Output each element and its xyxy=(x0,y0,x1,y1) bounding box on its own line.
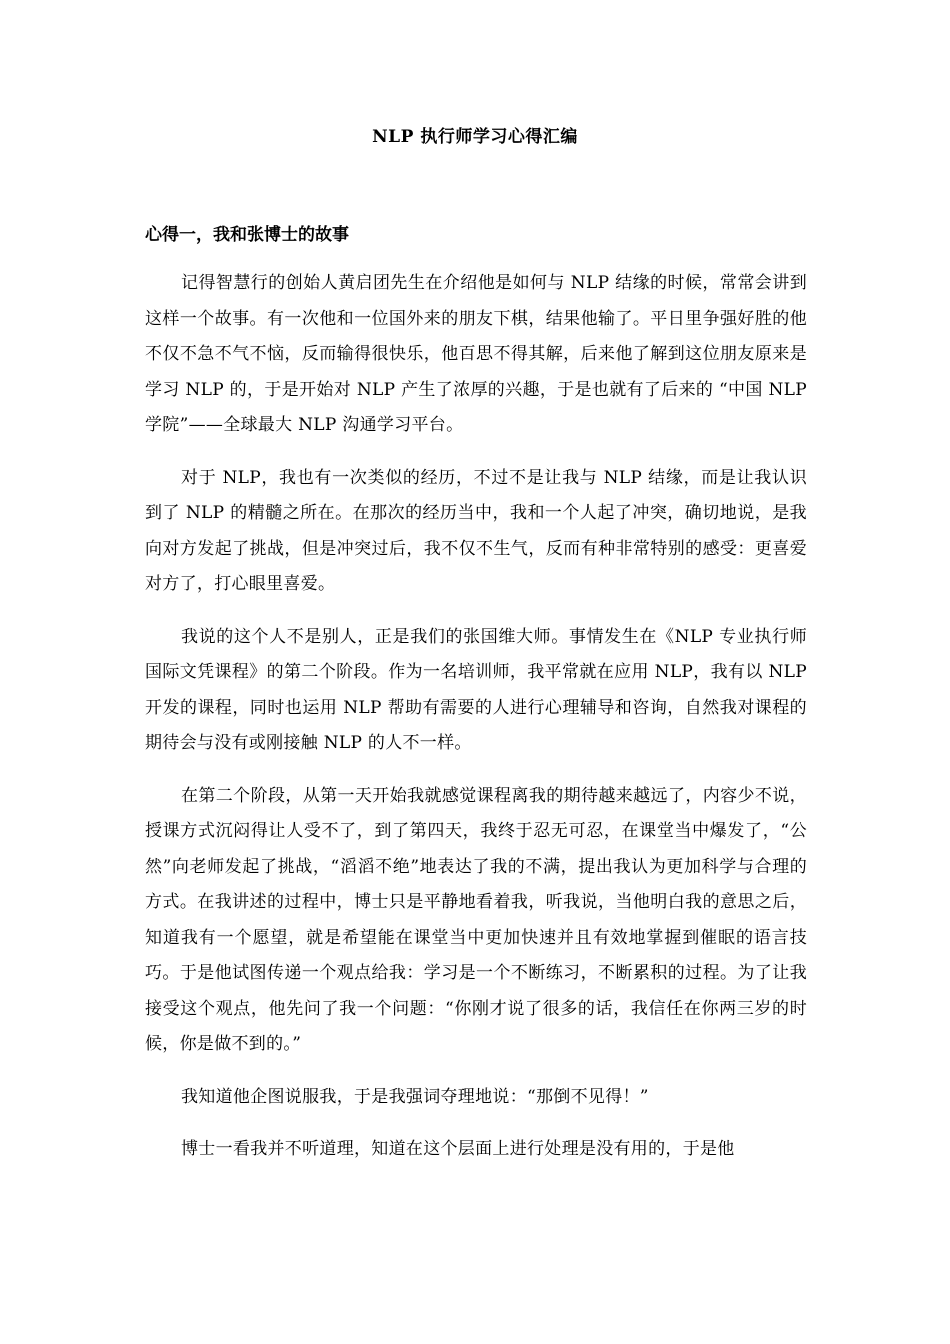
paragraph: 博士一看我并不听道理，知道在这个层面上进行处理是没有用的，于是他 xyxy=(181,1139,735,1159)
paragraph: 记得智慧行的创始人黄启团先生在介绍他是如何与 NLP 结缘的时候，常常会讲到这样一个故事。有一次他和一位国外来的朋友下棋，结果他输了。平日里争强好胜的他不仅不急不气不恼，反而输得很快乐，他百思不得其解，后来他了解到这位朋友原来是学习 NLP 的，于是开始对 NLP 产生了浓厚的兴趣，于是也就有了后来的 “中国 NLP 学院”——全球最大 NLP 沟通学习平台。 xyxy=(145,273,807,435)
section-heading: 心得一，我和张博士的故事 xyxy=(145,225,349,245)
paragraph: 在第二个阶段，从第一天开始我就感觉课程离我的期待越来越远了，内容少不说，授课方式沉闷得让人受不了，到了第四天，我终于忍无可忍，在课堂当中爆发了，“公然”向老师发起了挑战，“滔滔不绝”地表达了我的不满，提出我认为更加科学与合理的方式。在我讲述的过程中，博士只是平静地看着我，听我说，当他明白我的意思之后，知道我有一个愿望，就是希望能在课堂当中更加快速并且有效地掌握到催眠的语言技巧。于是他试图传递一个观点给我：学习是一个不断练习，不断累积的过程。为了让我接受这个观点，他先问了我一个问题：“你刚才说了很多的话，我信任在你两三岁的时候，你是做不到的。” xyxy=(145,785,807,1054)
document-title: NLP 执行师学习心得汇编 xyxy=(372,127,578,147)
document-body xyxy=(145,266,807,1185)
paragraph: 我说的这个人不是别人，正是我们的张国维大师。事情发生在《NLP 专业执行师国际文凭课程》的第二个阶段。作为一名培训师，我平常就在应用 NLP，我有以 NLP 开发的课程，同时也运用 NLP 帮助有需要的人进行心理辅导和咨询，自然我对课程的期待会与没有或刚接触 NLP 的人不一样。 xyxy=(145,626,807,753)
paragraph: 对于 NLP，我也有一次类似的经历，不过不是让我与 NLP 结缘，而是让我认识到了 NLP 的精髓之所在。在那次的经历当中，我和一个人起了冲突，确切地说，是我向对方发起了挑战，但是冲突过后，我不仅不生气，反而有种非常特别的感受：更喜爱对方了，打心眼里喜爱。 xyxy=(145,467,807,594)
paragraph: 我知道他企图说服我，于是我强词夺理地说：“那倒不见得！” xyxy=(181,1086,649,1107)
